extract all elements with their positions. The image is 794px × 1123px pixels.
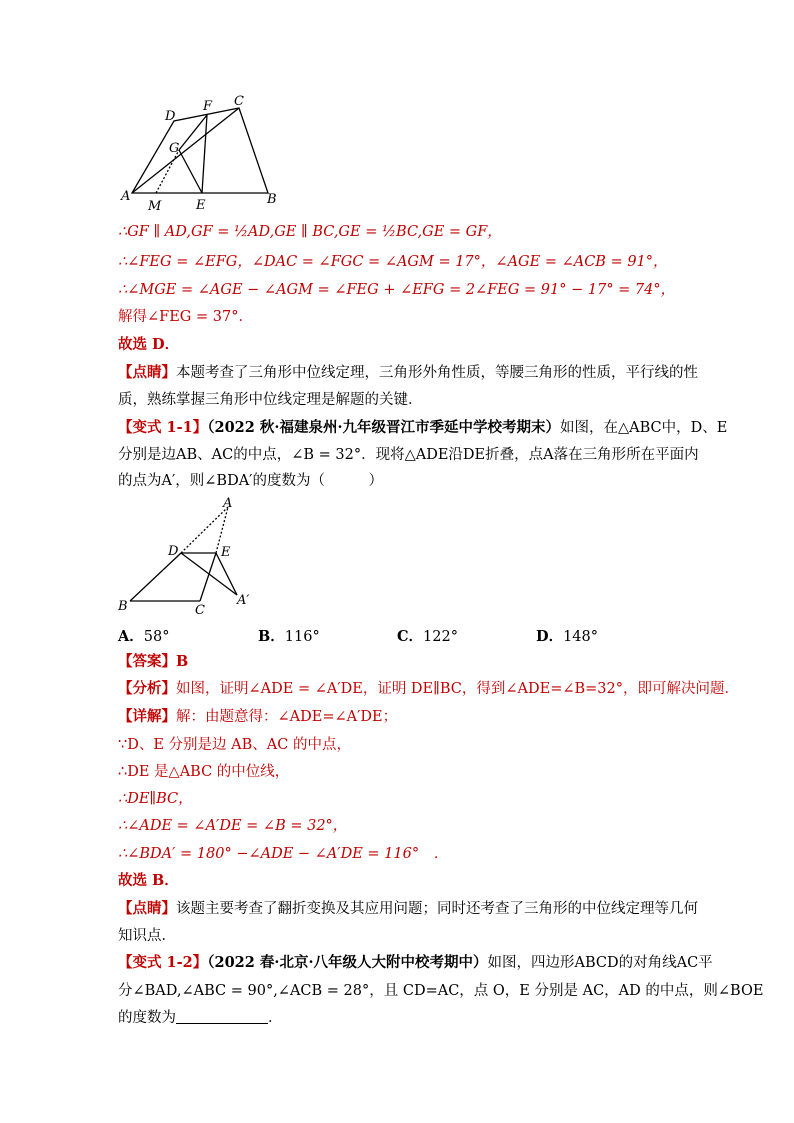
variant-1-2-source: （2022 春·北京·八年级人大附中校考期中） xyxy=(207,954,488,971)
solution-line-5: 故选 D． xyxy=(118,336,180,353)
detail-line-4: ∴DE∥BC， xyxy=(118,791,193,807)
variant-1-2-text: 如图，四边形ABCD的对角线AC平 xyxy=(487,955,713,971)
comment-1-text: 本题考查了三角形中位线定理，三角形外角性质，等腰三角形的性质，平行线的性 xyxy=(176,365,698,381)
answer-line xyxy=(118,652,188,672)
choice-a xyxy=(118,625,169,646)
label-c: C xyxy=(195,603,205,618)
comment-1-cont: 质，熟练掌握三角形中位线定理是解题的关键． xyxy=(118,392,423,408)
variant-1-1-line-3: 的点为A′，则∠BDA′的度数为（ ） xyxy=(118,473,383,489)
choice-c-value: 122° xyxy=(423,629,458,645)
label-a: A xyxy=(223,496,233,511)
choice-b xyxy=(258,625,320,646)
label-m: M xyxy=(148,199,162,214)
label-g: G xyxy=(169,141,180,156)
detail-line-1 xyxy=(118,707,397,727)
comment-1 xyxy=(118,363,698,383)
label-f: F xyxy=(203,99,213,114)
variant-1-2-line-2: 分∠BAD,∠ABC = 90°,∠ACB = 28°，且 CD=AC，点 O，E 分别是 AC，AD 的中点，则∠BOE xyxy=(118,983,764,999)
segment-ef xyxy=(202,115,207,193)
answer-value: B xyxy=(176,653,189,670)
solution-line-4: 解得∠FEG = 37°． xyxy=(118,309,253,325)
answer-blank[interactable] xyxy=(176,1009,268,1024)
choice-b-letter: B． xyxy=(258,628,285,645)
label-d: D xyxy=(165,109,176,124)
label-a-prime: A′ xyxy=(237,593,250,608)
detail-line-2: ∵D、E 分别是边 AB、AC 的中点， xyxy=(118,737,351,753)
variant-1-1-tag: 【变式 1-1】 xyxy=(118,419,208,436)
detail-tag: 【详解】 xyxy=(118,708,176,725)
choice-d-letter: D． xyxy=(536,628,564,645)
comment-2-text: 该题主要考查了翻折变换及其应用问题；同时还考查了三角形的中位线定理等几何 xyxy=(176,901,698,917)
solution-line-2: ∴∠FEG = ∠EFG，∠DAC = ∠FGC = ∠AGM = 17°，∠AGE = ∠ACB = 91°， xyxy=(118,254,668,270)
detail-text-1: 解：由题意得：∠ADE=∠A′DE； xyxy=(176,709,398,725)
analysis-line xyxy=(118,679,739,699)
variant-1-2-line-3 xyxy=(118,1008,283,1028)
detail-line-6: ∴∠BDA′ = 180° −∠ADE − ∠A′DE = 116° ． xyxy=(118,846,449,862)
geometry-figure-2 xyxy=(115,496,265,618)
label-c: C xyxy=(234,94,244,109)
choice-d-value: 148° xyxy=(563,629,599,645)
solution-line-1: ∴GF ∥ AD,GF = ½AD,GE ∥ BC,GE = ½BC,GE = GF， xyxy=(118,224,502,240)
geometry-figure-1 xyxy=(118,92,288,214)
detail-line-3: ∴DE 是△ABC 的中位线， xyxy=(118,764,290,780)
variant-1-2-tag: 【变式 1-2】 xyxy=(118,954,208,971)
choose-line: 故选 B． xyxy=(118,872,179,889)
comment-2-cont: 知识点． xyxy=(118,928,176,944)
comment-2 xyxy=(118,899,698,919)
detail-line-5: ∴∠ADE = ∠A′DE = ∠B = 32°， xyxy=(118,818,348,834)
label-b: B xyxy=(118,599,128,614)
comment-2-tag: 【点睛】 xyxy=(118,900,176,917)
comment-tag: 【点睛】 xyxy=(118,364,176,381)
label-b: B xyxy=(267,192,277,207)
segment-ac xyxy=(132,108,239,193)
segment-ge xyxy=(179,150,202,193)
choice-d xyxy=(536,625,598,646)
label-e: E xyxy=(196,198,206,213)
variant-1-1-text: 如图，在△ABC中，D、E xyxy=(560,420,728,436)
segment-bd xyxy=(130,553,181,601)
variant-1-1-source: （2022 秋·福建泉州·九年级晋江市季延中学校考期末） xyxy=(207,419,560,436)
label-e: E xyxy=(221,545,231,560)
choice-a-letter: A． xyxy=(118,628,144,645)
choice-b-value: 116° xyxy=(284,629,320,645)
analysis-text: 如图，证明∠ADE = ∠A′DE，证明 DE∥BC，得到∠ADE=∠B=32°，即可解决问题． xyxy=(176,681,739,697)
analysis-tag: 【分析】 xyxy=(118,680,176,697)
choice-c-letter: C． xyxy=(397,628,424,645)
variant-1-2-line-3-end: ． xyxy=(268,1010,283,1026)
solution-line-3: ∴∠MGE = ∠AGE − ∠AGM = ∠FEG + ∠EFG = 2∠FEG = 91° − 17° = 74°， xyxy=(118,282,676,298)
choice-c xyxy=(397,625,458,646)
label-d: D xyxy=(168,544,179,559)
variant-1-2-line-1 xyxy=(118,953,713,973)
variant-1-2-line-3-text: 的度数为 xyxy=(118,1010,176,1026)
variant-1-1-line-1 xyxy=(118,418,727,438)
answer-tag: 【答案】 xyxy=(118,653,176,670)
choice-a-value: 58° xyxy=(143,629,170,645)
quadrilateral-abcd xyxy=(132,108,268,193)
label-a: A xyxy=(121,189,131,204)
variant-1-1-line-2: 分别是边AB、AC的中点，∠B = 32°．现将△ADE沿DE折叠，点A落在三角形所在平面内 xyxy=(118,447,699,463)
